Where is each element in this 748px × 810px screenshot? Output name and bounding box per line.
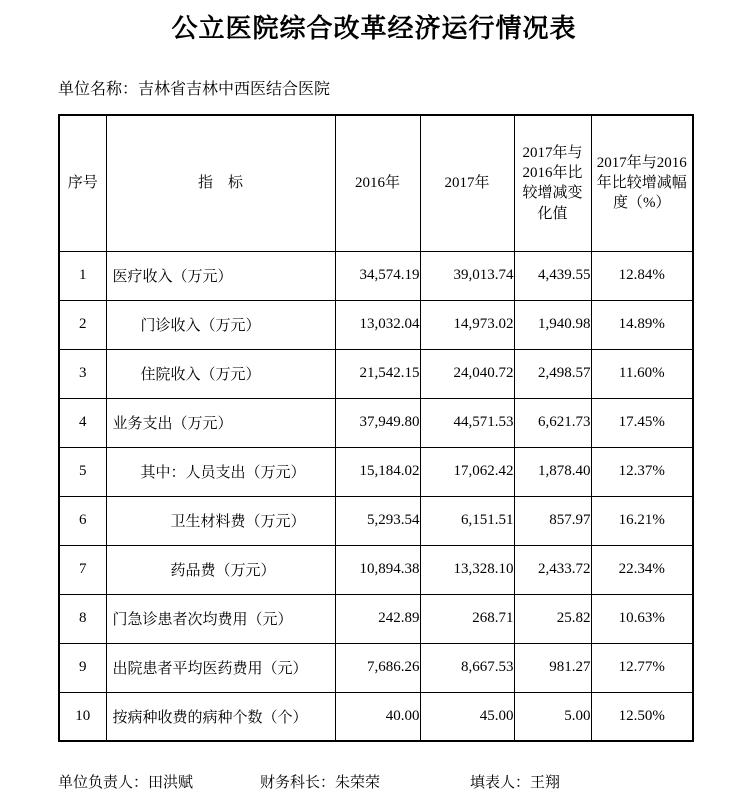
cell-seq: 7 [59,545,106,594]
cell-rate: 22.34% [591,545,693,594]
cell-seq: 3 [59,349,106,398]
unit-name: 单位名称：吉林省吉林中西医结合医院 [58,81,331,98]
cell-change: 2,433.72 [514,545,591,594]
cell-2017: 24,040.72 [420,349,514,398]
cell-2016: 15,184.02 [335,447,420,496]
cell-seq: 4 [59,398,106,447]
table-row [59,692,693,741]
cell-2016: 13,032.04 [335,300,420,349]
col-header-2016: 2016年 [335,115,420,251]
header-row [59,115,693,251]
cell-change: 1,940.98 [514,300,591,349]
cell-2017: 17,062.42 [420,447,514,496]
cell-change: 1,878.40 [514,447,591,496]
cell-seq: 6 [59,496,106,545]
cell-indicator: 药品费（万元） [106,545,335,594]
col-header-2017: 2017年 [420,115,514,251]
cell-2016: 5,293.54 [335,496,420,545]
table-row [59,398,693,447]
cell-2017: 14,973.02 [420,300,514,349]
document-title: 公立医院综合改革经济运行情况表 [171,14,577,43]
cell-indicator: 其中：人员支出（万元） [106,447,335,496]
cell-change: 6,621.73 [514,398,591,447]
footer-unit-responsible: 单位负责人：田洪赋 [58,774,194,791]
cell-seq: 2 [59,300,106,349]
cell-2016: 7,686.26 [335,643,420,692]
cell-seq: 8 [59,594,106,643]
table-header [59,115,693,251]
cell-change: 857.97 [514,496,591,545]
cell-change: 5.00 [514,692,591,741]
cell-indicator: 出院患者平均医药费用（元） [106,643,335,692]
cell-rate: 12.37% [591,447,693,496]
cell-seq: 9 [59,643,106,692]
cell-change: 25.82 [514,594,591,643]
col-header-indicator: 指 标 [106,115,335,251]
cell-rate: 11.60% [591,349,693,398]
cell-rate: 10.63% [591,594,693,643]
footer-preparer: 填表人：王翔 [470,774,561,791]
table-row [59,594,693,643]
cell-2017: 44,571.53 [420,398,514,447]
cell-2016: 21,542.15 [335,349,420,398]
cell-indicator: 业务支出（万元） [106,398,335,447]
cell-indicator: 卫生材料费（万元） [106,496,335,545]
cell-indicator: 医疗收入（万元） [106,251,335,300]
table-row [59,545,693,594]
cell-seq: 10 [59,692,106,741]
col-header-change: 2017年与2016年比较增减变化值 [514,115,591,251]
cell-2016: 40.00 [335,692,420,741]
cell-seq: 1 [59,251,106,300]
table-row [59,447,693,496]
cell-rate: 17.45% [591,398,693,447]
cell-rate: 14.89% [591,300,693,349]
table-row [59,251,693,300]
table-row [59,349,693,398]
cell-2017: 13,328.10 [420,545,514,594]
cell-2016: 242.89 [335,594,420,643]
table-body [59,251,693,741]
cell-rate: 16.21% [591,496,693,545]
footer-finance-chief: 财务科长：朱荣荣 [260,774,381,791]
cell-indicator: 门急诊患者次均费用（元） [106,594,335,643]
cell-2017: 8,667.53 [420,643,514,692]
cell-change: 981.27 [514,643,591,692]
cell-seq: 5 [59,447,106,496]
table-row [59,300,693,349]
cell-2016: 34,574.19 [335,251,420,300]
cell-2017: 268.71 [420,594,514,643]
cell-indicator: 门诊收入（万元） [106,300,335,349]
cell-2017: 39,013.74 [420,251,514,300]
cell-change: 2,498.57 [514,349,591,398]
cell-2016: 10,894.38 [335,545,420,594]
cell-change: 4,439.55 [514,251,591,300]
table-row [59,643,693,692]
report-table [58,114,694,742]
cell-2017: 45.00 [420,692,514,741]
col-header-seq: 序号 [59,115,106,251]
table-row [59,496,693,545]
cell-indicator: 按病种收费的病种个数（个） [106,692,335,741]
cell-2016: 37,949.80 [335,398,420,447]
cell-indicator: 住院收入（万元） [106,349,335,398]
cell-rate: 12.50% [591,692,693,741]
cell-rate: 12.77% [591,643,693,692]
cell-rate: 12.84% [591,251,693,300]
col-header-rate: 2017年与2016年比较增减幅度（%） [591,115,693,251]
cell-2017: 6,151.51 [420,496,514,545]
